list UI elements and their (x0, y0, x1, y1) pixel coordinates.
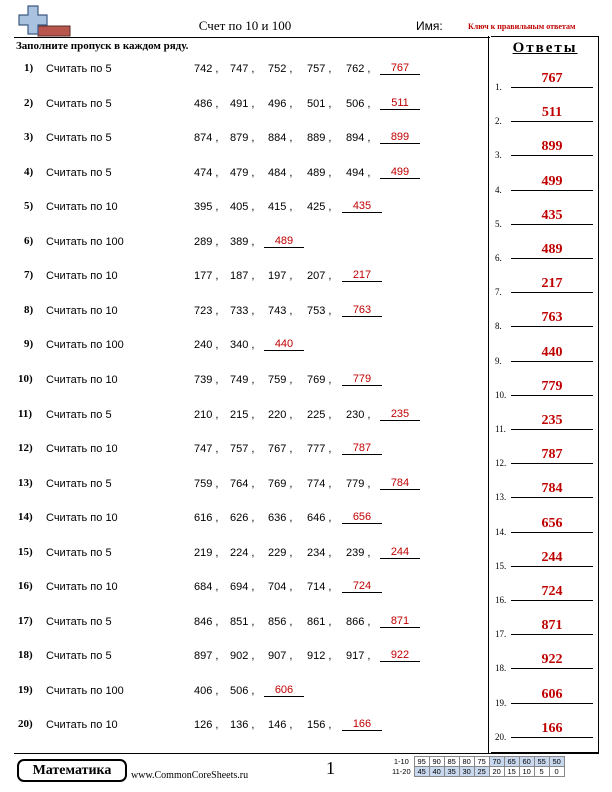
problem-number: 12) (18, 442, 33, 455)
score-cell: 75 (474, 757, 489, 767)
problem-label: Считать по 5 (46, 650, 112, 663)
answer-key-value: 922 (511, 652, 593, 669)
brand-badge: Математика (17, 759, 127, 782)
answer-key-label: Ключ к правильным ответам (468, 22, 576, 31)
score-cell: 95 (414, 757, 429, 767)
sequence-term: 879 , (230, 132, 255, 145)
answer-key-value: 784 (511, 481, 593, 498)
score-cell: 55 (534, 757, 549, 767)
problem-number: 5) (24, 200, 34, 213)
sequence-term: 146 , (268, 719, 293, 732)
answer-key-value: 166 (511, 721, 593, 738)
problem-label: Считать по 10 (46, 512, 118, 525)
answer-key-value: 899 (511, 139, 593, 156)
sequence-term: 474 , (194, 166, 219, 179)
sequence-term: 917 , (346, 650, 371, 663)
sequence-term: 759 , (268, 373, 293, 386)
sequence-term: 874 , (194, 132, 219, 145)
answer-key-value: 767 (511, 71, 593, 88)
problem-label: Считать по 10 (46, 443, 118, 456)
score-cell: 25 (474, 767, 489, 777)
sequence-term: 769 , (268, 477, 293, 490)
answer-blank[interactable]: 787 (342, 442, 382, 455)
answer-blank[interactable]: 871 (380, 615, 420, 628)
answer-key-number: 1. (495, 82, 502, 92)
sequence-term: 866 , (346, 615, 371, 628)
answer-blank[interactable]: 235 (380, 408, 420, 421)
sequence-term: 704 , (268, 581, 293, 594)
sequence-term: 496 , (268, 97, 293, 110)
problem-number: 2) (24, 96, 34, 109)
sequence-term: 752 , (268, 63, 293, 75)
sequence-term: 395 , (194, 201, 219, 214)
answer-key-number: 18. (495, 663, 507, 674)
sequence-term: 230 , (346, 408, 371, 421)
score-cell: 45 (414, 767, 429, 777)
sequence-term: 234 , (307, 546, 332, 559)
sequence-term: 856 , (268, 615, 293, 628)
answer-key-number: 19. (495, 697, 507, 708)
score-row (390, 757, 564, 767)
score-cell: 15 (504, 767, 519, 777)
answer-key-value: 763 (511, 310, 593, 327)
sequence-term: 389 , (230, 235, 255, 248)
sequence-term: 224 , (230, 546, 255, 559)
problem-number: 6) (24, 234, 34, 247)
score-row-label: 11-20 (392, 767, 411, 776)
sequence-term: 777 , (307, 443, 332, 456)
problem-number: 17) (18, 614, 33, 627)
problem-number: 20) (18, 718, 33, 731)
answer-key-number: 2. (495, 116, 502, 127)
sequence-term: 156 , (307, 719, 332, 732)
problem-number: 13) (18, 476, 33, 489)
problem-label: Считать по 10 (46, 719, 118, 732)
answer-key-number: 14. (495, 526, 507, 537)
sequence-term: 210 , (194, 408, 219, 421)
answer-blank[interactable]: 767 (380, 62, 420, 75)
score-cell: 10 (519, 767, 534, 777)
problem-label: Считать по 5 (46, 408, 112, 421)
answer-blank[interactable]: 656 (342, 511, 382, 524)
sequence-term: 494 , (346, 166, 371, 179)
problem-label: Считать по 10 (46, 304, 118, 317)
sequence-term: 846 , (194, 615, 219, 628)
sequence-term: 177 , (194, 270, 219, 283)
sequence-term: 479 , (230, 166, 255, 179)
problem-number: 15) (18, 545, 33, 558)
problem-label: Считать по 10 (46, 201, 118, 214)
problem-label: Считать по 5 (46, 477, 112, 490)
sequence-term: 861 , (307, 615, 332, 628)
answer-blank[interactable]: 244 (380, 546, 420, 559)
score-cell: 40 (429, 767, 444, 777)
problem-label: Считать по 100 (46, 684, 124, 697)
sequence-term: 757 , (307, 63, 332, 75)
answer-key-value: 656 (511, 516, 593, 533)
sequence-term: 907 , (268, 650, 293, 663)
problem-number: 10) (18, 372, 33, 385)
sequence-term: 506 , (346, 97, 371, 110)
sequence-term: 684 , (194, 581, 219, 594)
sequence-term: 219 , (194, 546, 219, 559)
name-label: Имя: (416, 19, 443, 33)
score-cell: 20 (489, 767, 504, 777)
answer-blank[interactable]: 899 (380, 131, 420, 144)
answer-key-number: 15. (495, 560, 507, 571)
sequence-term: 757 , (230, 443, 255, 456)
problem-number: 14) (18, 511, 33, 524)
problem-number: 9) (24, 338, 34, 351)
website-link[interactable]: www.CommonCoreSheets.ru (131, 770, 249, 781)
answer-blank[interactable]: 217 (342, 269, 382, 282)
sequence-term: 779 , (346, 477, 371, 490)
sequence-term: 229 , (268, 546, 293, 559)
sequence-term: 616 , (194, 512, 219, 525)
answer-key-value: 499 (511, 174, 593, 191)
sequence-term: 425 , (307, 201, 332, 214)
problem-number: 1) (24, 62, 34, 74)
sequence-term: 506 , (230, 684, 255, 697)
problem-label: Считать по 10 (46, 581, 118, 594)
sequence-term: 405 , (230, 201, 255, 214)
sequence-term: 415 , (268, 201, 293, 214)
page-title: Счет по 10 и 100 (198, 18, 292, 33)
answer-key-value: 787 (511, 447, 593, 464)
sequence-term: 489 , (307, 166, 332, 179)
score-cell: 30 (459, 767, 474, 777)
answer-key-value: 440 (511, 345, 593, 362)
answer-key-value: 724 (511, 584, 593, 601)
answer-key-value: 435 (511, 208, 593, 225)
problem-label: Считать по 10 (46, 270, 118, 283)
sequence-term: 747 , (194, 443, 219, 456)
page-number: 1 (326, 758, 335, 778)
footer-divider (14, 753, 599, 754)
problem-label: Считать по 5 (46, 615, 112, 628)
sequence-term: 714 , (307, 581, 332, 594)
answer-key-value: 244 (511, 550, 593, 567)
answer-key-number: 3. (495, 150, 502, 161)
sequence-term: 626 , (230, 512, 255, 525)
answer-key-value: 779 (511, 379, 593, 396)
sequence-term: 491 , (230, 97, 255, 110)
problem-label: Считать по 5 (46, 546, 112, 559)
sequence-term: 747 , (230, 63, 255, 75)
sequence-term: 187 , (230, 270, 255, 283)
answer-blank[interactable]: 499 (380, 166, 420, 179)
answer-blank[interactable]: 922 (380, 649, 420, 662)
problem-label: Считать по 5 (46, 97, 112, 110)
sequence-term: 762 , (346, 63, 371, 75)
sequence-term: 207 , (307, 270, 332, 283)
sequence-term: 723 , (194, 304, 219, 317)
score-row (390, 767, 564, 777)
sequence-term: 486 , (194, 97, 219, 110)
sequence-term: 484 , (268, 166, 293, 179)
score-cell: 90 (429, 757, 444, 767)
score-table (390, 756, 565, 777)
answer-blank[interactable]: 784 (380, 477, 420, 490)
problem-number: 11) (18, 407, 33, 420)
problem-label: Считать по 100 (46, 235, 124, 248)
answer-blank[interactable]: 606 (264, 684, 304, 697)
answer-key-number: 7. (495, 287, 502, 298)
sequence-term: 889 , (307, 132, 332, 145)
answer-key-number: 6. (495, 253, 502, 263)
problem-number: 8) (24, 303, 34, 316)
sequence-term: 774 , (307, 477, 332, 490)
score-cell: 0 (549, 767, 564, 777)
sequence-term: 742 , (194, 63, 219, 75)
score-cell: 70 (489, 757, 504, 767)
answer-key-number: 20. (495, 731, 507, 742)
sequence-term: 749 , (230, 373, 255, 386)
problem-label: Считать по 10 (46, 373, 118, 386)
problem-number: 19) (18, 683, 33, 696)
sequence-term: 220 , (268, 408, 293, 421)
sequence-term: 501 , (307, 97, 332, 110)
answer-key-number: 8. (495, 321, 502, 332)
sequence-term: 340 , (230, 339, 255, 352)
sequence-term: 894 , (346, 132, 371, 145)
problem-number: 3) (24, 131, 34, 144)
sequence-term: 902 , (230, 650, 255, 663)
sequence-term: 636 , (268, 512, 293, 525)
sequence-term: 126 , (194, 719, 219, 732)
answer-blank[interactable]: 724 (342, 580, 382, 593)
sequence-term: 767 , (268, 443, 293, 456)
sequence-term: 240 , (194, 339, 219, 352)
score-cell: 80 (459, 757, 474, 767)
sequence-term: 646 , (307, 512, 332, 525)
sequence-term: 769 , (307, 373, 332, 386)
problem-label: Считать по 5 (46, 166, 112, 179)
answer-key-value: 235 (511, 413, 593, 430)
sequence-term: 912 , (307, 650, 332, 663)
answer-blank[interactable]: 511 (380, 97, 420, 110)
answer-key-value: 871 (511, 618, 593, 635)
answer-key-number: 12. (495, 458, 507, 469)
answer-key-value: 217 (511, 276, 593, 293)
answer-key-value: 489 (511, 242, 593, 259)
problem-label: Считать по 5 (46, 63, 112, 75)
answer-key-number: 10. (495, 389, 507, 400)
instructions: Заполните пропуск в каждом ряду. (16, 40, 189, 52)
sequence-term: 743 , (268, 304, 293, 317)
answer-key-number: 16. (495, 595, 507, 605)
score-cell: 60 (519, 757, 534, 767)
problem-number: 16) (18, 580, 33, 593)
answers-title: Ответы (512, 40, 578, 56)
sequence-term: 215 , (230, 408, 255, 421)
column-divider (488, 36, 489, 753)
problem-number: 18) (18, 649, 33, 662)
sequence-term: 739 , (194, 373, 219, 386)
answer-key-number: 11. (495, 424, 506, 434)
score-cell: 85 (444, 757, 459, 767)
answer-blank[interactable]: 440 (264, 338, 304, 351)
score-cell: 35 (444, 767, 459, 777)
problem-number: 4) (24, 165, 34, 178)
sequence-term: 759 , (194, 477, 219, 490)
score-cell: 5 (534, 767, 549, 777)
answer-key-number: 17. (495, 629, 507, 640)
answer-blank[interactable]: 489 (264, 235, 304, 248)
sequence-term: 197 , (268, 270, 293, 283)
answer-blank[interactable]: 435 (342, 200, 382, 213)
problem-label: Считать по 5 (46, 132, 112, 145)
score-row-label: 1-10 (393, 757, 409, 766)
score-cell: 50 (549, 757, 564, 767)
score-cell: 65 (504, 757, 519, 767)
sequence-term: 136 , (230, 719, 255, 732)
answer-key-number: 9. (495, 355, 502, 366)
sequence-term: 289 , (194, 235, 219, 248)
answer-key-value: 606 (511, 687, 593, 704)
sequence-term: 225 , (307, 408, 332, 421)
sequence-term: 884 , (268, 132, 293, 145)
sequence-term: 733 , (230, 304, 255, 317)
answer-key-number: 5. (495, 218, 502, 229)
sequence-term: 764 , (230, 477, 255, 490)
sequence-term: 406 , (194, 684, 219, 697)
problem-number: 7) (24, 269, 34, 282)
problem-label: Считать по 100 (46, 339, 124, 352)
answer-key-value: 511 (511, 105, 593, 122)
sequence-term: 753 , (307, 304, 332, 317)
answer-blank[interactable]: 166 (342, 718, 382, 731)
sequence-term: 694 , (230, 581, 255, 594)
answer-blank[interactable]: 763 (342, 304, 382, 317)
answer-key-number: 4. (495, 184, 502, 195)
sequence-term: 239 , (346, 546, 371, 559)
answer-key-number: 13. (495, 492, 507, 503)
header-divider (14, 37, 490, 38)
sequence-term: 897 , (194, 650, 219, 663)
answer-blank[interactable]: 779 (342, 373, 382, 386)
sequence-term: 851 , (230, 615, 255, 628)
